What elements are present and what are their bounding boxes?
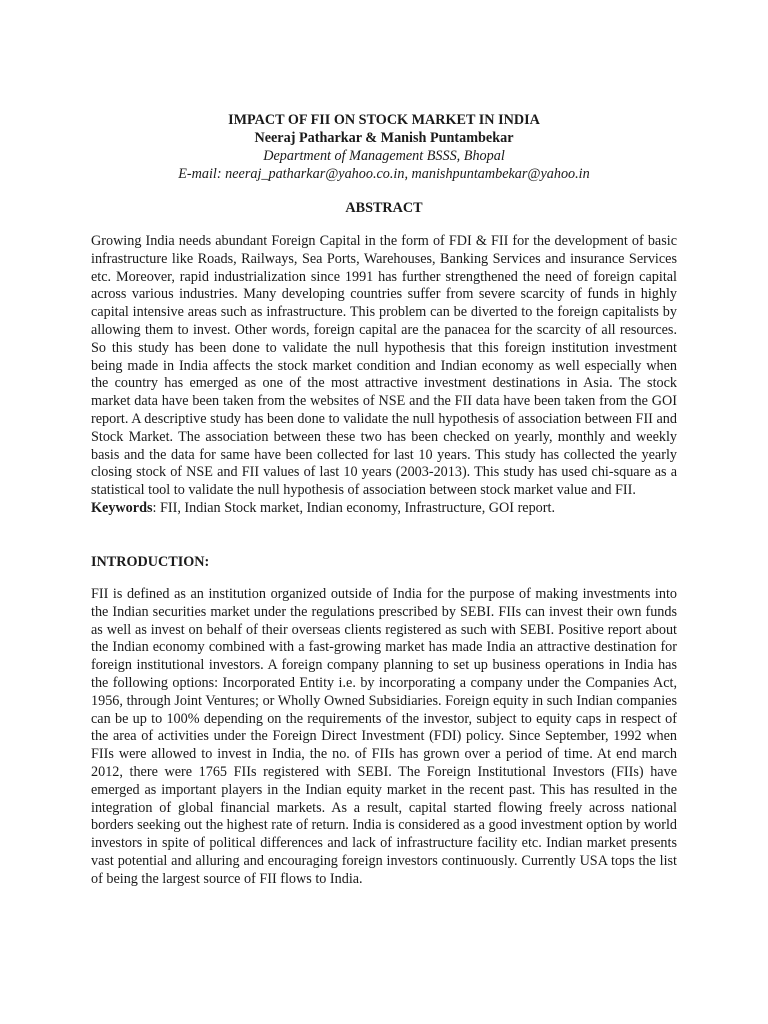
introduction-heading: INTRODUCTION: — [91, 554, 210, 570]
keywords-label: Keywords — [91, 499, 153, 516]
introduction-section — [91, 586, 677, 889]
keywords-text: : FII, Indian Stock market, Indian economy, Infrastructure, GOI report. — [152, 499, 555, 516]
introduction-text: FII is defined as an institution organized outside of India for the purpose of making investments into the Indian securities market under the regulations prescribed by SEBI. FIIs can invest their own funds as well as invest on behalf of their overseas clients registered as such with SEBI. Positive report about the Indian economy combined with a fast-growing market has made India an attractive destination for foreign institutional investors. A foreign company planning to set up business operations in India has the following options: Incorporated Entity i.e. by incorporating a company under the Companies Act, 1956, through Joint Ventures; or Wholly Owned Subsidiaries. Foreign equity in such Indian companies can be up to 100% depending on the requirements of the investor, subject to equity caps in respect of the area of activities under the Foreign Direct Investment (FDI) policy. Since September, 1992 when FIIs were allowed to invest in India, the no. of FIIs has grown over a period of time. At end march 2012, there were 1765 FIIs registered with SEBI. The Foreign Institutional Investors (FIIs) have emerged as important players in the Indian equity market in the recent past. This has resulted in the integration of global financial markets. As a result, capital started flowing freely across national borders seeking out the highest rate of return. India is considered as a good investment option by world investors in spite of political differences and lack of infrastructure facility etc. Indian market presents vast potential and alluring and encouraging foreign investors continuously. Currently USA tops the list of being the largest source of FII flows to India. — [91, 586, 677, 887]
paper-authors: Neeraj Patharkar & Manish Puntambekar — [254, 130, 514, 146]
author-affiliation: Department of Management BSSS, Bhopal — [263, 148, 505, 164]
abstract-section — [91, 233, 677, 518]
paper-title: IMPACT OF FII ON STOCK MARKET IN INDIA — [228, 112, 540, 128]
author-email: E-mail: neeraj_patharkar@yahoo.co.in, manishpuntambekar@yahoo.in — [178, 166, 590, 182]
keywords-line — [91, 500, 677, 518]
paper-header — [0, 111, 768, 183]
abstract-heading: ABSTRACT — [345, 200, 423, 216]
abstract-text: Growing India needs abundant Foreign Capital in the form of FDI & FII for the development of basic infrastructure like Roads, Railways, Sea Ports, Warehouses, Banking Services and insurance Services etc. Moreover, rapid industrialization since 1991 has further strengthened the need of foreign capital across various industries. Many developing countries suffer from severe scarcity of funds in highly capital intensive areas such as infrastructure. This problem can be diverted to the foreign capitalists by allowing them to invest. Other words, foreign capital are the panacea for the scarcity of all resources. So this study has been done to validate the null hypothesis that this foreign institution investment being made in India affects the stock market condition and Indian economy as well especially when the country has emerged as one of the most attractive investment destinations in Asia. The stock market data have been taken from the websites of NSE and the FII data have been taken from the GOI report. A descriptive study has been done to validate the null hypothesis of association between FII and Stock Market. The association between these two has been checked on yearly, monthly and weekly basis and the data for same have been collected for last 10 years. This study has collected the yearly closing stock of NSE and FII values of last 10 years (2003-2013). This study has used chi-square as a statistical tool to validate the null hypothesis of association between stock market value and FII. — [91, 233, 677, 499]
